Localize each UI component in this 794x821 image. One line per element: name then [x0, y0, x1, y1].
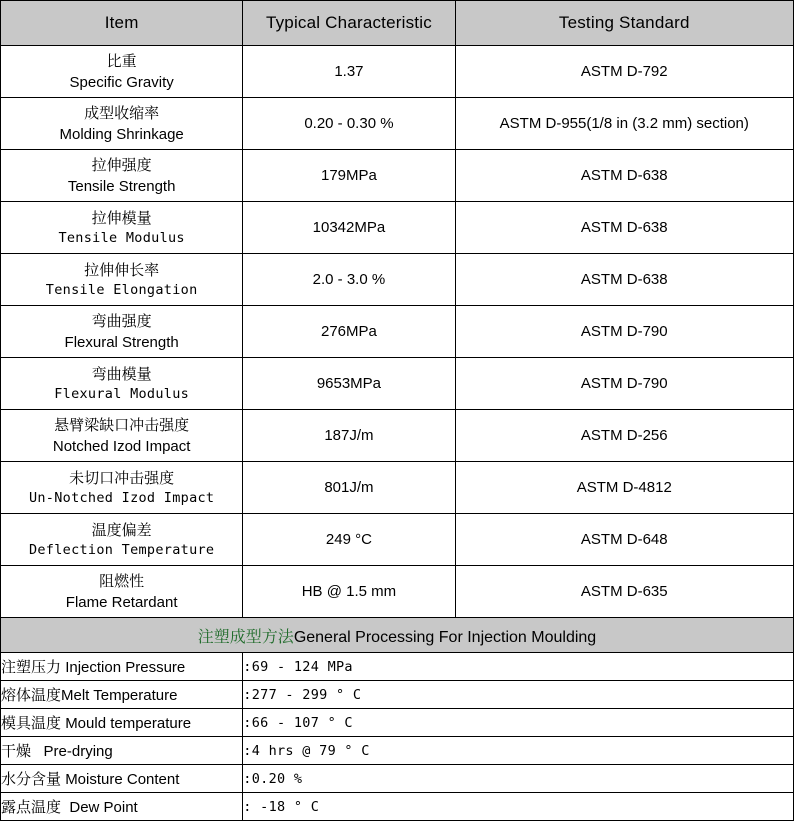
property-name-cn: 阻燃性	[99, 572, 145, 590]
processing-label-cn: 熔体温度	[1, 687, 62, 704]
processing-label-cell	[1, 709, 243, 737]
table-row	[1, 358, 794, 410]
table-body	[1, 46, 794, 821]
property-name-cn: 悬臂梁缺口冲击强度	[54, 416, 190, 434]
property-standard-cell: ASTM D-256	[455, 410, 793, 462]
property-standard-cell: ASTM D-790	[455, 358, 793, 410]
processing-label-cn: 模具温度	[1, 715, 62, 732]
processing-row	[1, 793, 794, 821]
property-name-cn: 弯曲模量	[91, 365, 152, 383]
processing-section-header	[1, 618, 794, 653]
table-row	[1, 254, 794, 306]
processing-label-en: Pre-drying	[43, 743, 113, 760]
property-name-en: Flexural Strength	[64, 333, 179, 351]
property-value-cell: 9653MPa	[243, 358, 455, 410]
processing-row	[1, 681, 794, 709]
property-name-cn: 比重	[106, 52, 137, 70]
property-value-cell: 0.20 - 0.30 %	[243, 98, 455, 150]
property-name-en: Tensile Elongation	[45, 281, 198, 298]
property-name-cell	[1, 150, 243, 202]
property-value-cell: HB @ 1.5 mm	[243, 566, 455, 618]
processing-section-title	[1, 618, 794, 653]
property-value-cell: 276MPa	[243, 306, 455, 358]
property-value-cell: 10342MPa	[243, 202, 455, 254]
property-standard-cell: ASTM D-648	[455, 514, 793, 566]
processing-section-title-cn: 注塑成型方法	[197, 628, 294, 646]
property-standard-cell: ASTM D-792	[455, 46, 793, 98]
processing-row	[1, 653, 794, 681]
processing-row	[1, 765, 794, 793]
processing-label-en: Injection Pressure	[65, 659, 186, 676]
property-name-en: Deflection Temperature	[28, 541, 215, 558]
header-row	[1, 1, 794, 46]
property-standard-cell: ASTM D-638	[455, 202, 793, 254]
processing-section-title-en: General Processing For Injection Moulding	[293, 628, 597, 646]
processing-value-cell: :69 - 124 MPa	[243, 653, 794, 681]
table-row	[1, 46, 794, 98]
property-name-cell	[1, 514, 243, 566]
property-name-cell	[1, 306, 243, 358]
property-standard-cell: ASTM D-955(1/8 in (3.2 mm) section)	[455, 98, 793, 150]
property-name-en: Notched Izod Impact	[52, 437, 191, 455]
processing-label-en: Melt Temperature	[61, 687, 178, 704]
column-header-testing-standard: Testing Standard	[455, 1, 793, 46]
table-row	[1, 514, 794, 566]
property-name-cn: 拉伸强度	[91, 156, 152, 174]
property-value-cell: 1.37	[243, 46, 455, 98]
processing-label-cn: 注塑压力	[1, 659, 62, 676]
table-row	[1, 462, 794, 514]
table-row	[1, 306, 794, 358]
property-standard-cell: ASTM D-4812	[455, 462, 793, 514]
property-value-cell: 2.0 - 3.0 %	[243, 254, 455, 306]
property-standard-cell: ASTM D-635	[455, 566, 793, 618]
property-name-en: Flexural Modulus	[54, 385, 190, 402]
property-name-cell	[1, 410, 243, 462]
processing-value-cell: :0.20 %	[243, 765, 794, 793]
table-header	[1, 1, 794, 46]
property-name-cell	[1, 46, 243, 98]
processing-label-cell	[1, 653, 243, 681]
processing-label-cn: 露点温度	[1, 799, 62, 816]
property-name-en: Un-Notched Izod Impact	[28, 489, 215, 506]
processing-label-cn: 水分含量	[1, 771, 62, 788]
property-value-cell: 179MPa	[243, 150, 455, 202]
property-name-en: Flame Retardant	[65, 593, 178, 611]
processing-label-en: Moisture Content	[65, 771, 180, 788]
processing-value-cell: :4 hrs @ 79 ° C	[243, 737, 794, 765]
processing-row	[1, 709, 794, 737]
property-name-cell	[1, 358, 243, 410]
table-row	[1, 566, 794, 618]
processing-row	[1, 737, 794, 765]
table-row	[1, 98, 794, 150]
column-header-item: Item	[1, 1, 243, 46]
processing-label-cell	[1, 793, 243, 821]
processing-value-cell: :66 - 107 ° C	[243, 709, 794, 737]
processing-label-cell	[1, 681, 243, 709]
property-standard-cell: ASTM D-638	[455, 150, 793, 202]
property-name-cn: 拉伸伸长率	[84, 261, 160, 279]
property-name-cn: 弯曲强度	[91, 312, 152, 330]
processing-value-cell: : -18 ° C	[243, 793, 794, 821]
property-name-en: Tensile Strength	[67, 177, 176, 195]
processing-value-cell: :277 - 299 ° C	[243, 681, 794, 709]
property-value-cell: 801J/m	[243, 462, 455, 514]
table-row	[1, 150, 794, 202]
table-row	[1, 410, 794, 462]
property-name-en: Specific Gravity	[69, 73, 174, 91]
processing-label-cell	[1, 765, 243, 793]
property-name-cell	[1, 254, 243, 306]
property-name-cell	[1, 462, 243, 514]
property-name-en: Molding Shrinkage	[59, 125, 184, 143]
processing-label-cn: 干燥	[1, 743, 32, 760]
property-name-cn: 成型收缩率	[84, 104, 160, 122]
property-name-cell	[1, 202, 243, 254]
table-row	[1, 202, 794, 254]
property-name-cn: 拉伸模量	[91, 209, 152, 227]
processing-label-en: Mould temperature	[65, 715, 192, 732]
property-name-cn: 温度偏差	[91, 521, 152, 539]
property-standard-cell: ASTM D-638	[455, 254, 793, 306]
property-value-cell: 249 °C	[243, 514, 455, 566]
property-name-en: Tensile Modulus	[58, 229, 185, 246]
processing-label-cell	[1, 737, 243, 765]
property-name-cn: 未切口冲击强度	[69, 469, 175, 487]
property-name-cell	[1, 98, 243, 150]
property-value-cell: 187J/m	[243, 410, 455, 462]
property-standard-cell: ASTM D-790	[455, 306, 793, 358]
processing-label-en: Dew Point	[69, 799, 138, 816]
column-header-typical-characteristic: Typical Characteristic	[243, 1, 455, 46]
property-name-cell	[1, 566, 243, 618]
